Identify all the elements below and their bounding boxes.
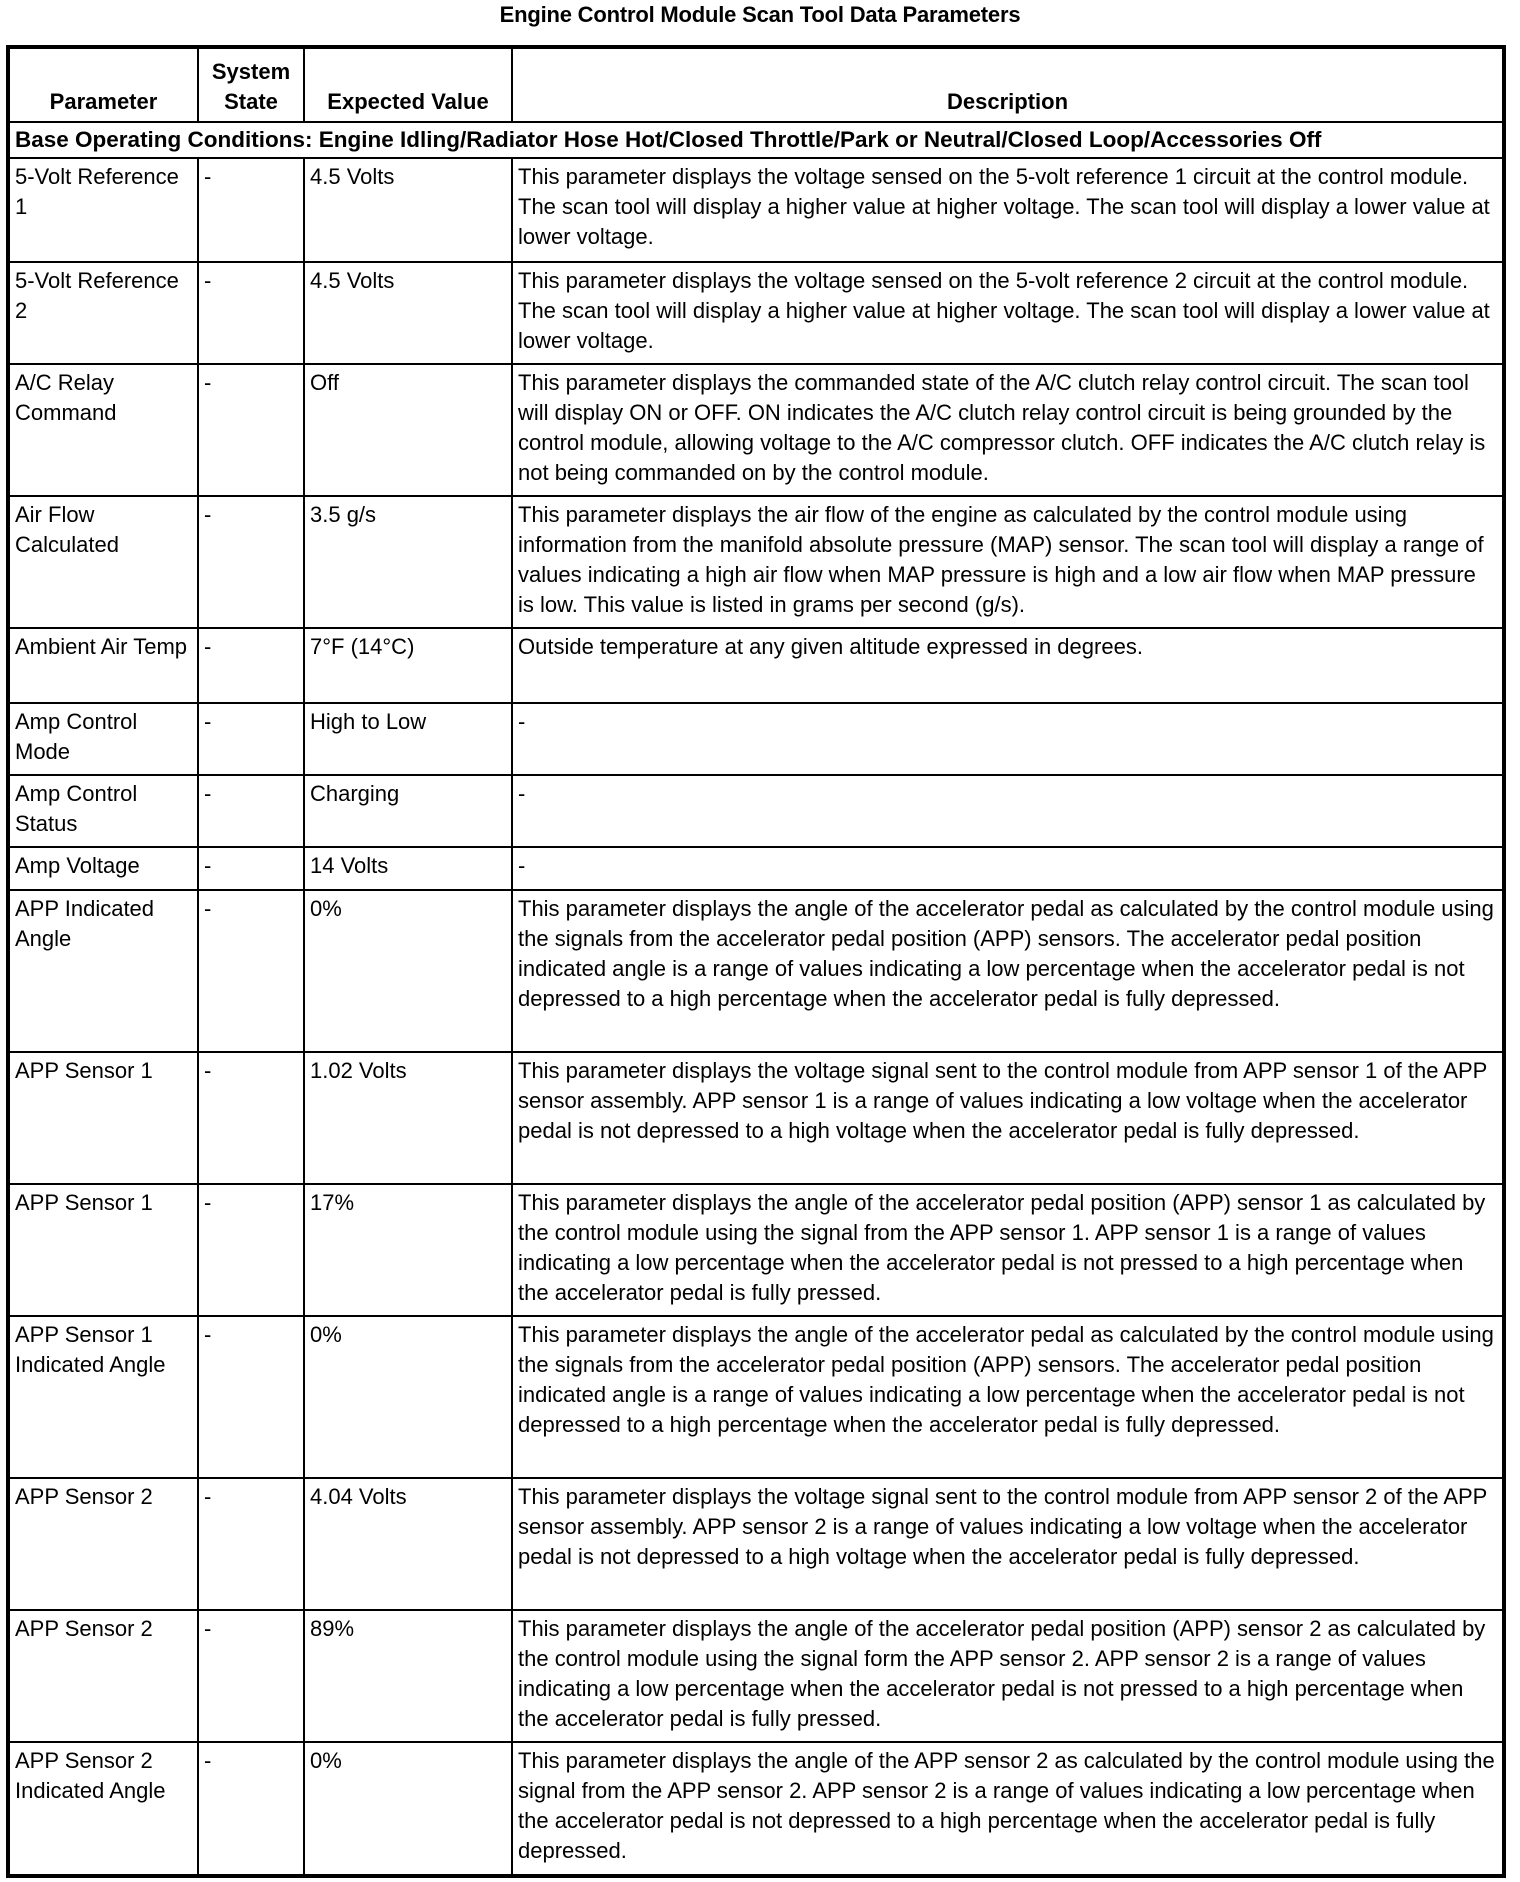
expected-value-cell: 0%	[304, 1316, 512, 1478]
header-row	[8, 47, 1504, 122]
description-cell: This parameter displays the commanded state of the A/C clutch relay control circuit. The scan tool will display ON or OFF. ON indicates the A/C clutch relay control circuit is being grounded by the control module, allowing voltage to the A/C compressor clutch. OFF indicates the A/C clutch relay is not being commanded on by the control module.	[512, 364, 1504, 496]
description-cell: This parameter displays the angle of the APP sensor 2 as calculated by the control module using the signal from the APP sensor 2. APP sensor 2 is a range of values indicating a low percentage when the accelerator pedal is not depressed to a high percentage when the accelerator pedal is fully depressed.	[512, 1742, 1504, 1876]
description-cell: -	[512, 847, 1504, 890]
parameter-cell: APP Sensor 1	[8, 1184, 198, 1316]
system-state-cell: -	[198, 262, 304, 364]
header-description: Description	[512, 47, 1504, 122]
table-row	[8, 158, 1504, 262]
expected-value-cell: 89%	[304, 1610, 512, 1742]
parameter-cell: A/C Relay Command	[8, 364, 198, 496]
table-row	[8, 496, 1504, 628]
system-state-cell: -	[198, 496, 304, 628]
system-state-cell: -	[198, 890, 304, 1052]
header-system-state: System State	[198, 47, 304, 122]
parameter-cell: Amp Voltage	[8, 847, 198, 890]
expected-value-cell: Charging	[304, 775, 512, 847]
table-row	[8, 262, 1504, 364]
description-cell: This parameter displays the voltage signal sent to the control module from APP sensor 2 of the APP sensor assembly. APP sensor 2 is a range of values indicating a low voltage when the accelerator pedal is not depressed to a high voltage when the accelerator pedal is fully depressed.	[512, 1478, 1504, 1610]
system-state-cell: -	[198, 158, 304, 262]
system-state-cell: -	[198, 628, 304, 703]
parameter-cell: Air Flow Calculated	[8, 496, 198, 628]
parameter-cell: APP Sensor 2	[8, 1478, 198, 1610]
description-cell: This parameter displays the voltage sensed on the 5-volt reference 1 circuit at the control module. The scan tool will display a higher value at higher voltage. The scan tool will display a lower value at lower voltage.	[512, 158, 1504, 262]
document-title: Engine Control Module Scan Tool Data Parameters	[499, 2, 1021, 27]
scan-tool-parameters-table	[6, 45, 1506, 1878]
expected-value-cell: 14 Volts	[304, 847, 512, 890]
header-parameter: Parameter	[8, 47, 198, 122]
table-row	[8, 1052, 1504, 1184]
system-state-cell: -	[198, 1316, 304, 1478]
parameter-cell: 5-Volt Reference 1	[8, 158, 198, 262]
parameter-cell: Amp Control Mode	[8, 703, 198, 775]
parameter-cell: Amp Control Status	[8, 775, 198, 847]
system-state-cell: -	[198, 1052, 304, 1184]
table-row	[8, 775, 1504, 847]
expected-value-cell: High to Low	[304, 703, 512, 775]
parameter-cell: APP Sensor 1 Indicated Angle	[8, 1316, 198, 1478]
description-cell: -	[512, 703, 1504, 775]
table-row	[8, 1610, 1504, 1742]
expected-value-cell: 17%	[304, 1184, 512, 1316]
description-cell: This parameter displays the voltage sensed on the 5-volt reference 2 circuit at the control module. The scan tool will display a higher value at higher voltage. The scan tool will display a lower value at lower voltage.	[512, 262, 1504, 364]
description-cell: Outside temperature at any given altitude expressed in degrees.	[512, 628, 1504, 703]
expected-value-cell: 7°F (14°C)	[304, 628, 512, 703]
table-row	[8, 1316, 1504, 1478]
system-state-cell: -	[198, 364, 304, 496]
expected-value-cell: Off	[304, 364, 512, 496]
parameter-cell: APP Sensor 1	[8, 1052, 198, 1184]
system-state-cell: -	[198, 1610, 304, 1742]
expected-value-cell: 3.5 g/s	[304, 496, 512, 628]
table-row	[8, 847, 1504, 890]
header-expected-value: Expected Value	[304, 47, 512, 122]
description-cell: This parameter displays the air flow of the engine as calculated by the control module using information from the manifold absolute pressure (MAP) sensor. The scan tool will display a range of values indicating a high air flow when MAP pressure is high and a low air flow when MAP pressure is low. This value is listed in grams per second (g/s).	[512, 496, 1504, 628]
expected-value-cell: 1.02 Volts	[304, 1052, 512, 1184]
expected-value-cell: 0%	[304, 1742, 512, 1876]
base-operating-conditions: Base Operating Conditions: Engine Idling/Radiator Hose Hot/Closed Throttle/Park or Neutral/Closed Loop/Accessories Off	[8, 122, 1504, 158]
description-cell: This parameter displays the angle of the accelerator pedal as calculated by the control module using the signals from the accelerator pedal position (APP) sensors. The accelerator pedal position indicated angle is a range of values indicating a low percentage when the accelerator pedal is not depressed to a high percentage when the accelerator pedal is fully depressed.	[512, 890, 1504, 1052]
system-state-cell: -	[198, 1478, 304, 1610]
table-row	[8, 1478, 1504, 1610]
system-state-cell: -	[198, 703, 304, 775]
conditions-row	[8, 122, 1504, 158]
table-row	[8, 703, 1504, 775]
system-state-cell: -	[198, 1742, 304, 1876]
system-state-cell: -	[198, 775, 304, 847]
parameter-cell: APP Indicated Angle	[8, 890, 198, 1052]
table-row	[8, 628, 1504, 703]
parameter-cell: APP Sensor 2 Indicated Angle	[8, 1742, 198, 1876]
expected-value-cell: 4.5 Volts	[304, 262, 512, 364]
description-cell: -	[512, 775, 1504, 847]
description-cell: This parameter displays the angle of the accelerator pedal position (APP) sensor 2 as calculated by the control module using the signal form the APP sensor 2. APP sensor 2 is a range of values indicating a low percentage when the accelerator pedal is not pressed to a high percentage when the accelerator pedal is fully pressed.	[512, 1610, 1504, 1742]
parameter-cell: APP Sensor 2	[8, 1610, 198, 1742]
expected-value-cell: 4.04 Volts	[304, 1478, 512, 1610]
expected-value-cell: 4.5 Volts	[304, 158, 512, 262]
table-row	[8, 890, 1504, 1052]
system-state-cell: -	[198, 847, 304, 890]
table-row	[8, 364, 1504, 496]
table-row	[8, 1742, 1504, 1876]
parameter-cell: Ambient Air Temp	[8, 628, 198, 703]
description-cell: This parameter displays the angle of the accelerator pedal position (APP) sensor 1 as calculated by the control module using the signal from the APP sensor 1. APP sensor 1 is a range of values indicating a low percentage when the accelerator pedal is not pressed to a high percentage when the accelerator pedal is fully pressed.	[512, 1184, 1504, 1316]
table-row	[8, 1184, 1504, 1316]
description-cell: This parameter displays the angle of the accelerator pedal as calculated by the control module using the signals from the accelerator pedal position (APP) sensors. The accelerator pedal position indicated angle is a range of values indicating a low percentage when the accelerator pedal is not depressed to a high percentage when the accelerator pedal is fully depressed.	[512, 1316, 1504, 1478]
description-cell: This parameter displays the voltage signal sent to the control module from APP sensor 1 of the APP sensor assembly. APP sensor 1 is a range of values indicating a low voltage when the accelerator pedal is not depressed to a high voltage when the accelerator pedal is fully depressed.	[512, 1052, 1504, 1184]
parameter-cell: 5-Volt Reference 2	[8, 262, 198, 364]
system-state-cell: -	[198, 1184, 304, 1316]
expected-value-cell: 0%	[304, 890, 512, 1052]
